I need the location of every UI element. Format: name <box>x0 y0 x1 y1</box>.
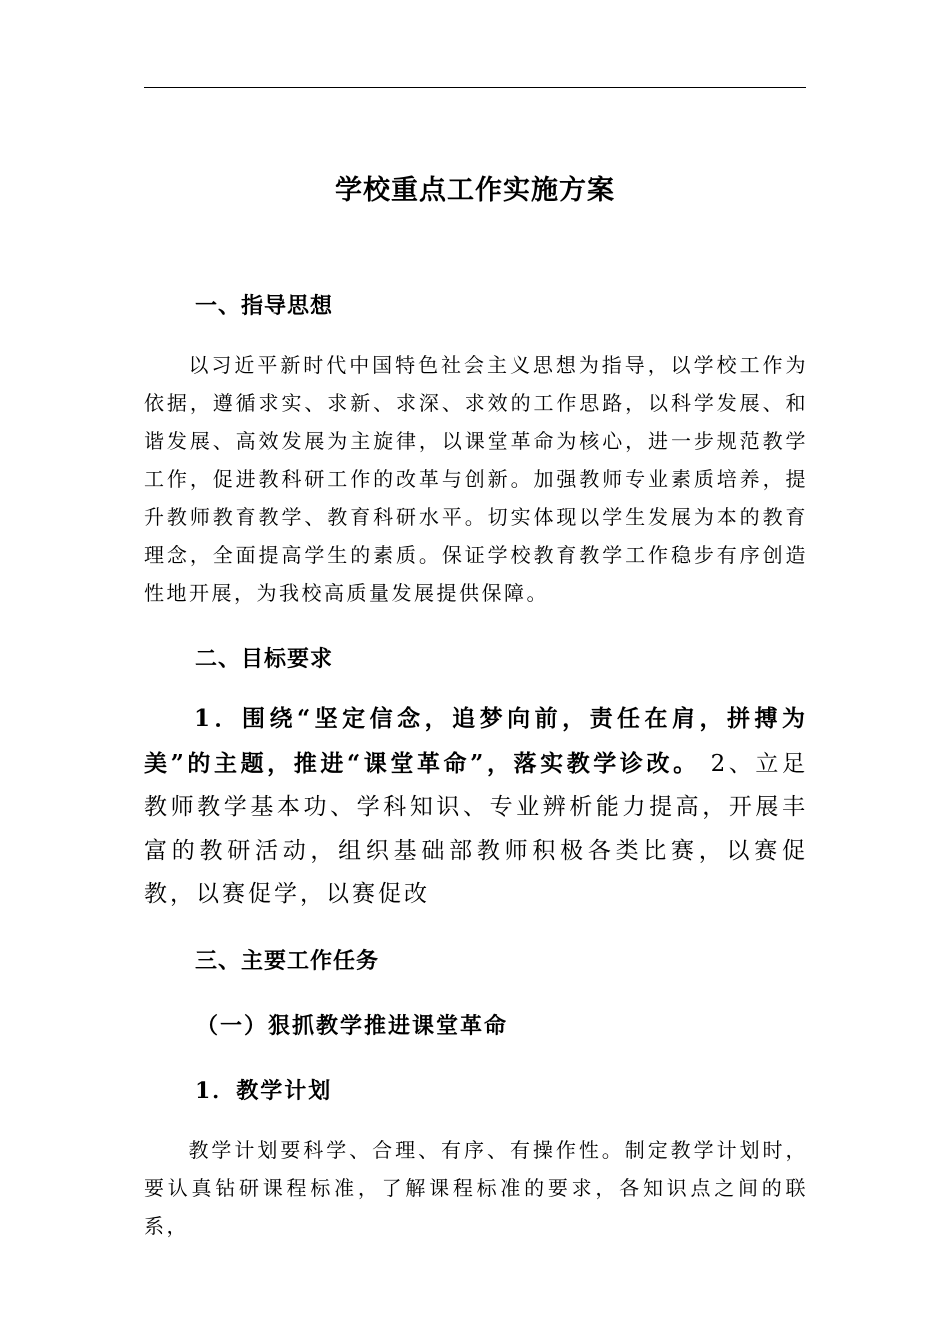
section-heading-goals: 二、目标要求 <box>195 647 334 672</box>
guiding-ideology-paragraph <box>144 346 808 612</box>
section-heading-guiding-ideology: 一、指导思想 <box>195 294 334 319</box>
section-heading-main-tasks: 三、主要工作任务 <box>195 949 380 974</box>
teaching-plan-paragraph <box>144 1131 808 1245</box>
goals-paragraph <box>144 697 808 917</box>
item-heading-teaching-plan: 1．教学计划 <box>195 1078 333 1104</box>
goal-1-text: 1．围绕“坚定信念，追梦向前，责任在肩，拼搏为美”的主题，推进“课堂革命”，落实教学诊改。 <box>144 705 808 777</box>
header-rule <box>144 87 806 88</box>
goal-2-text: 2、立足教师教学基本功、学科知识、专业辨析能力提高，开展丰富的教研活动，组织基础部教师积极各类比赛，以赛促教，以赛促学，以赛促改 <box>144 750 808 907</box>
teaching-plan-text: 教学计划要科学、合理、有序、有操作性。制定教学计划时，要认真钻研课程标准，了解课程标准的要求，各知识点之间的联系， <box>144 1138 808 1238</box>
subsection-heading-teaching: （一）狠抓教学推进课堂革命 <box>196 1013 509 1039</box>
guiding-ideology-text: 以习近平新时代中国特色社会主义思想为指导，以学校工作为依据，遵循求实、求新、求深、求效的工作思路，以科学发展、和谐发展、高效发展为主旋律，以课堂革命为核心，进一步规范教学工作，促进教科研工作的改革与创新。加强教师专业素质培养，提升教师教育教学、教育科研水平。切实体现以学生发展为本的教育理念，全面提高学生的素质。保证学校教育教学工作稳步有序创造性地开展，为我校高质量发展提供保障。 <box>144 353 808 605</box>
document-title: 学校重点工作实施方案 <box>335 175 615 206</box>
